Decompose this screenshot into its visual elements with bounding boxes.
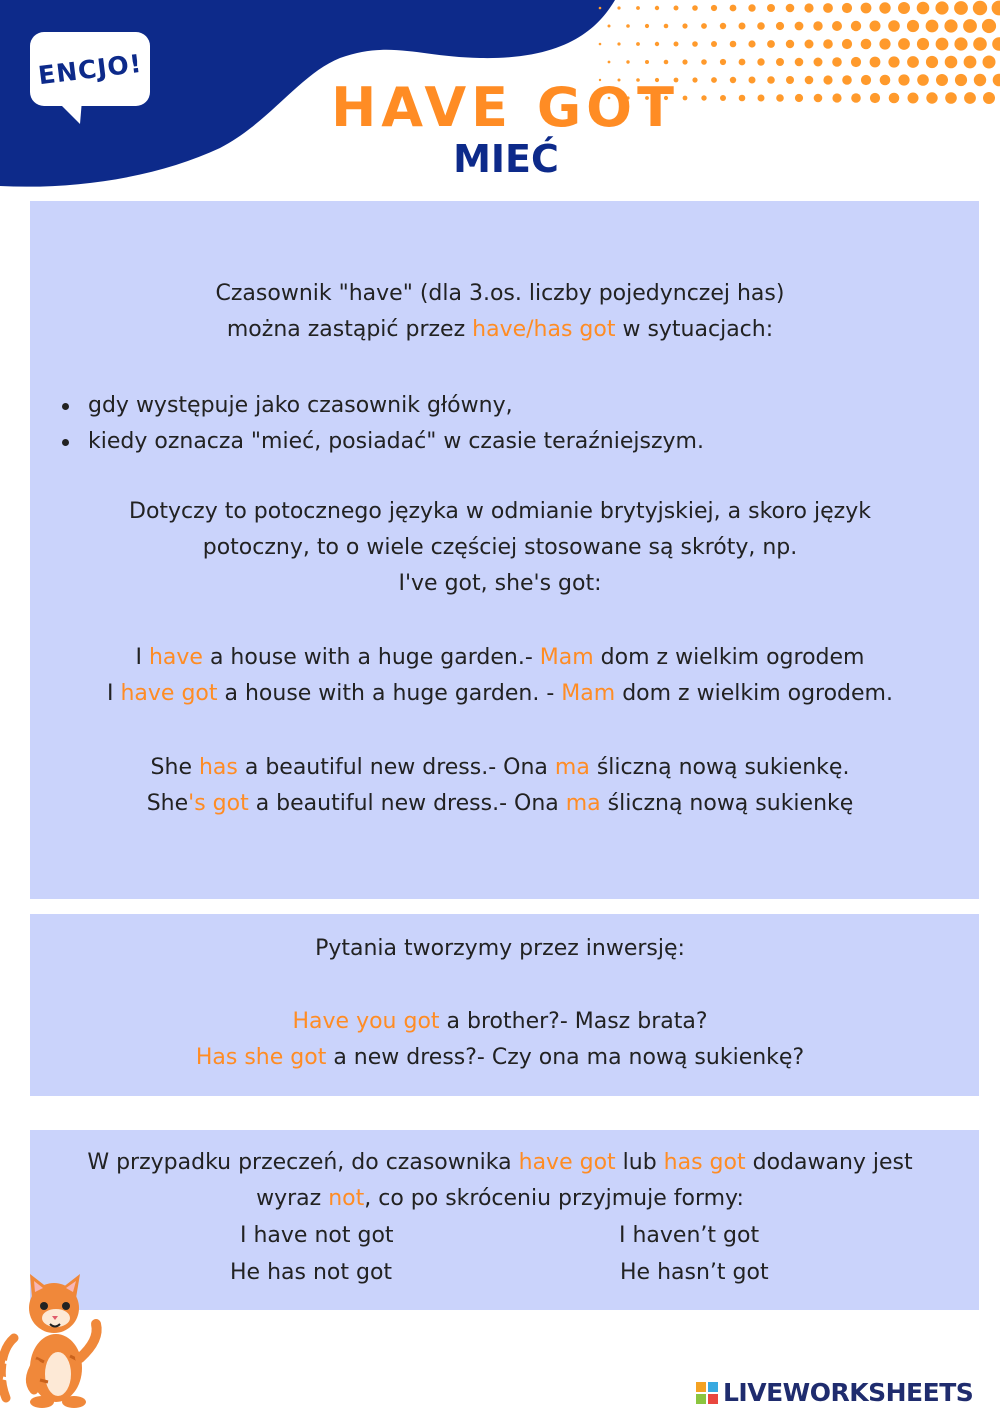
- colloquial-line-2: potoczny, to o wiele częściej stosowane są skróty, np.: [202, 535, 798, 560]
- negation-full-form: He has not got: [230, 1260, 393, 1285]
- list-item: kiedy oznacza "mieć, posiadać" w czasie teraźniejszym.: [60, 424, 960, 460]
- intro-line-1: Czasownik "have" (dla 3.os. liczby pojedynczej has): [215, 281, 785, 306]
- negation-full-form: I have not got: [240, 1223, 394, 1248]
- example-sentence-3: She has a beautiful new dress.- Ona ma śliczną nową sukienkę.: [150, 755, 850, 780]
- usage-bullet-list: [60, 388, 960, 460]
- page-title: HAVE GOT: [331, 76, 679, 139]
- colloquial-line-1: Dotyczy to potocznego języka w odmianie brytyjskiej, a skoro język: [129, 499, 871, 524]
- bullet-dot-icon: [62, 439, 69, 446]
- questions-heading: Pytania tworzymy przez inwersję:: [315, 936, 685, 961]
- liveworksheets-logo-icon: [696, 1382, 718, 1404]
- intro-line-2: można zastąpić przez have/has got w sytuacjach:: [226, 317, 774, 342]
- list-item: gdy występuje jako czasownik główny,: [60, 388, 960, 424]
- cat-illustration: [0, 1268, 110, 1408]
- example-sentence-2: I have got a house with a huge garden. - Mam dom z wielkim ogrodem.: [106, 681, 893, 706]
- logo-text: ENCJO!: [36, 48, 144, 90]
- example-sentence-4: She's got a beautiful new dress.- Ona ma śliczną nową sukienkę: [146, 791, 854, 816]
- negation-line-1: W przypadku przeczeń, do czasownika have got lub has got dodawany jest: [87, 1150, 913, 1175]
- example-sentence-1: I have a house with a huge garden.- Mam dom z wielkim ogrodem: [135, 645, 865, 670]
- liveworksheets-brand-text: LIVEWORKSHEETS: [723, 1378, 974, 1407]
- question-example-1: Have you got a brother?- Masz brata?: [292, 1009, 708, 1034]
- liveworksheets-logo: [696, 1378, 973, 1407]
- page-subtitle: MIEĆ: [453, 137, 559, 181]
- bullet-dot-icon: [62, 403, 69, 410]
- colloquial-line-3: I've got, she's got:: [398, 571, 602, 596]
- negation-line-2: wyraz not, co po skróceniu przyjmuje formy:: [256, 1186, 744, 1211]
- question-example-2: Has she got a new dress?- Czy ona ma nową sukienkę?: [195, 1045, 805, 1070]
- negation-short-form: I haven’t got: [619, 1223, 760, 1248]
- negation-short-form: He hasn’t got: [620, 1260, 769, 1285]
